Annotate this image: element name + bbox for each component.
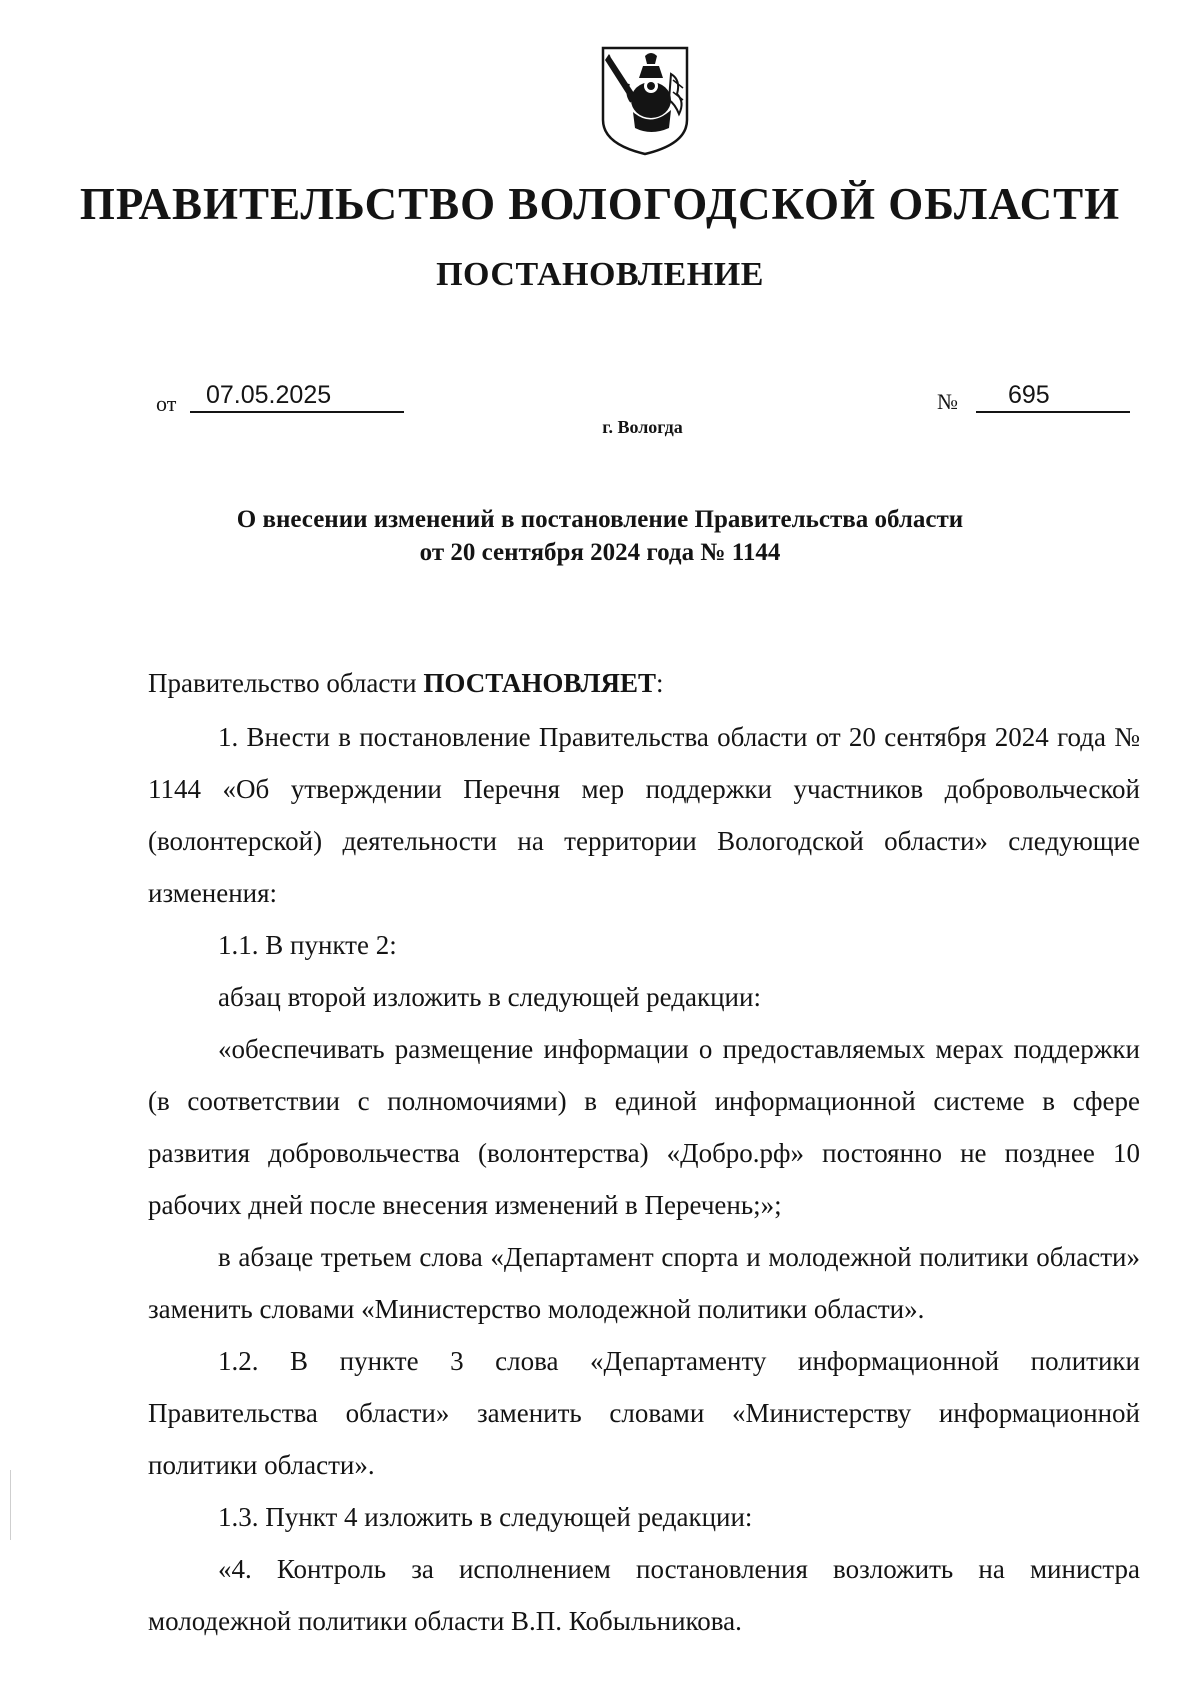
- preamble-text: Правительство области: [148, 668, 417, 698]
- subject-line-1: О внесении изменений в постановление Правительства области: [236, 506, 964, 533]
- subject-line-2: от 20 сентября 2024 года № 1144: [419, 539, 781, 566]
- paragraph-1: 1. Внести в постановление Правительства области от 20 сентября 2024 года № 1144 «Об утверждении Перечня мер поддержки участников добровольческой (волонтерской) деятельности на территории Вологодской области» следующие изменения:: [148, 722, 1140, 908]
- paragraph-abzac-2: абзац второй изложить в следующей редакции:: [218, 982, 761, 1012]
- paragraph-new-wording: «обеспечивать размещение информации о предоставляемых мерах поддержки (в соответствии с полномочиями) в единой информационной системе в сфере развития добровольчества (волонтерства) «Добро.рф» постоянно не позднее 10 рабочих дней после внесения изменений в Перечень;»;: [148, 1034, 1140, 1220]
- document-body: [148, 711, 1140, 1647]
- preamble-verb: ПОСТАНОВЛЯЕТ: [423, 668, 656, 698]
- document-number: 695: [1008, 381, 1050, 409]
- number-field: [976, 381, 1130, 413]
- document-date: 07.05.2025: [206, 381, 332, 409]
- number-prefix: №: [937, 389, 958, 414]
- paragraph-point-4: «4. Контроль за исполнением постановления возложить на министра молодежной политики области В.П. Кобыльникова.: [148, 1554, 1140, 1636]
- date-field: [190, 381, 404, 413]
- coat-of-arms-emblem: [599, 44, 691, 156]
- paragraph-1-3: 1.3. Пункт 4 изложить в следующей редакции:: [218, 1502, 753, 1532]
- government-title: ПРАВИТЕЛЬСТВО ВОЛОГОДСКОЙ ОБЛАСТИ: [79, 179, 1121, 229]
- paragraph-abzac-3: в абзаце третьем слова «Департамент спорта и молодежной политики области» заменить словами «Министерство молодежной политики области».: [148, 1242, 1140, 1324]
- document-type-heading: ПОСТАНОВЛЕНИЕ: [436, 256, 764, 293]
- document-subject: [0, 503, 1200, 569]
- city-label: г. Вологда: [602, 417, 683, 437]
- preamble: [148, 668, 664, 699]
- preamble-colon: :: [655, 668, 664, 698]
- date-prefix: от: [156, 391, 177, 416]
- scan-edge-mark: [10, 1470, 11, 1540]
- paragraph-1-2: 1.2. В пункте 3 слова «Департаменту информационной политики Правительства области» заменить словами «Министерству информационной политики области».: [148, 1346, 1140, 1480]
- paragraph-1-1: 1.1. В пункте 2:: [218, 930, 397, 960]
